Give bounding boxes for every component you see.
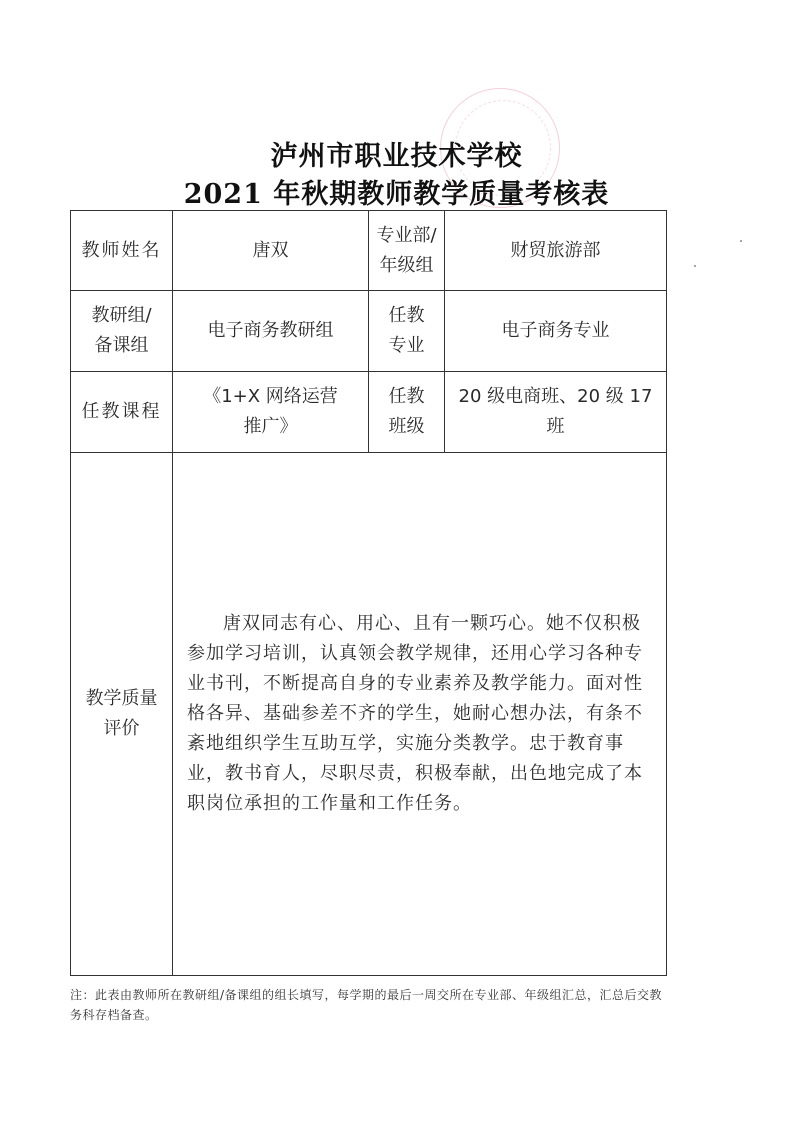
dept-label <box>369 211 445 291</box>
evaluation-label-line1: 教学质量 <box>85 688 158 709</box>
form-title: 2021 年秋期教师教学质量考核表 <box>183 179 610 210</box>
footer-note: 注：此表由教师所在教研组/备课组的组长填写，每学期的最后一周交所在专业部、年级组汇总，汇总后交教务科存档备查。 <box>70 988 663 1022</box>
major-label-line1: 任教 <box>388 305 425 326</box>
table-row <box>71 453 667 976</box>
class-value <box>445 372 667 453</box>
evaluation-label <box>71 453 173 976</box>
evaluation-text: 唐双同志有心、用心、且有一颗巧心。她不仅积极参加学习培训，认真领会教学规律，还用心学习各种专业书刊，不断提高自身的专业素养及教学能力。面对性格各异、基础参差不齐的学生，她耐心想办法，有条不紊地组织学生互助互学，实施分类教学。忠于教育事业，教书育人，尽职尽责，积极奉献，出色地完成了本职岗位承担的工作量和工作任务。 <box>173 453 667 976</box>
group-value: 电子商务教研组 <box>173 291 369 372</box>
evaluation-label-line2: 评价 <box>103 718 140 739</box>
scan-speck <box>740 240 742 242</box>
course-value-line1: 《1+X 网络运营 <box>203 386 338 407</box>
group-label <box>71 291 173 372</box>
major-value: 电子商务专业 <box>445 291 667 372</box>
course-value-line2: 推广》 <box>243 416 298 437</box>
teacher-name-value: 唐双 <box>173 211 369 291</box>
dept-label-line2: 年级组 <box>379 254 434 276</box>
teacher-name-label: 教师姓名 <box>71 211 173 291</box>
assessment-table <box>70 210 667 976</box>
course-label: 任教课程 <box>71 372 173 453</box>
class-value-line1: 20 级电商班、20 级 17 <box>458 386 653 407</box>
table-row <box>71 211 667 291</box>
major-label-line2: 专业 <box>388 335 425 356</box>
class-label <box>369 372 445 453</box>
class-value-line2: 班 <box>546 416 565 437</box>
group-label-line1: 教研组/ <box>91 305 152 326</box>
major-label <box>369 291 445 372</box>
scan-speck <box>694 265 696 267</box>
table-row <box>71 372 667 453</box>
school-title: 泸州市职业技术学校 <box>270 141 523 172</box>
dept-value: 财贸旅游部 <box>445 211 667 291</box>
dept-label-line1: 专业部/ <box>376 224 437 246</box>
group-label-line2: 备课组 <box>94 335 149 356</box>
class-label-line1: 任教 <box>388 386 425 407</box>
course-value <box>173 372 369 453</box>
table-row <box>71 291 667 372</box>
class-label-line2: 班级 <box>388 416 425 437</box>
